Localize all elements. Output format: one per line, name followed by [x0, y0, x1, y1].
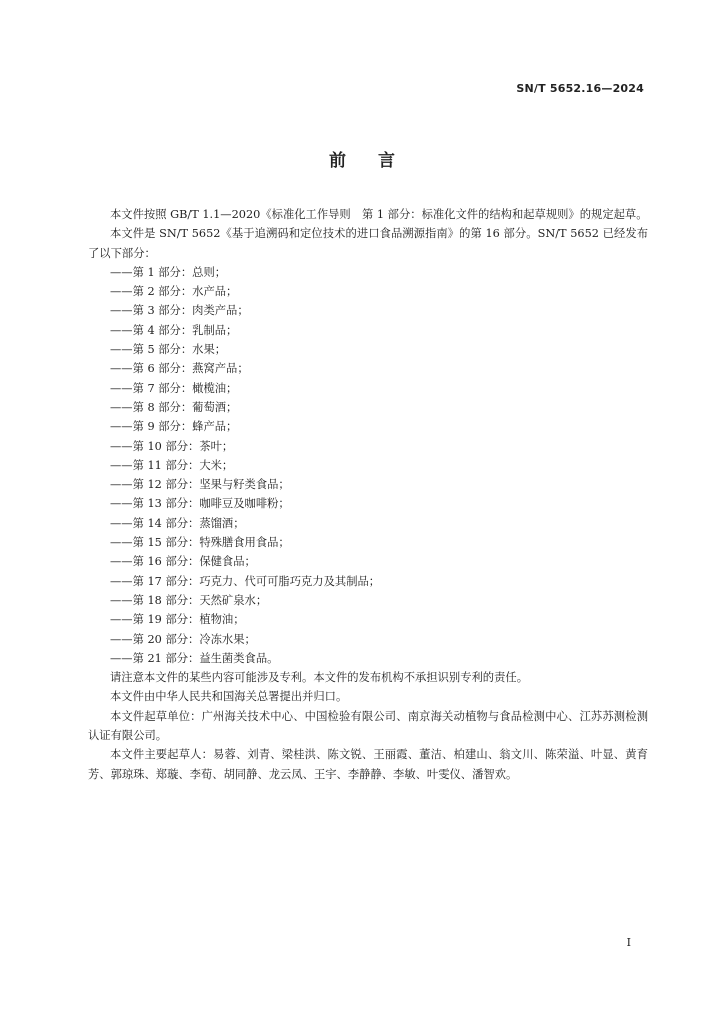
list-item: ——第 10 部分：茶叶； — [110, 439, 234, 453]
list-item: ——第 17 部分：巧克力、代可可脂巧克力及其制品； — [110, 574, 381, 588]
list-item: ——第 3 部分：肉类产品； — [110, 304, 249, 318]
paragraph-patent-notice: 请注意本文件的某些内容可能涉及专利。本文件的发布机构不承担识别专利的责任。 — [110, 671, 528, 685]
page-title: 前言 — [329, 151, 427, 171]
list-item: ——第 14 部分：蒸馏酒； — [110, 516, 245, 530]
paragraph-drafters: 本文件主要起草人：易蓉、刘青、梁桂洪、陈文锐、王丽霞、董洁、柏建山、翁文川、陈荣溢、叶显、黄育芳、郭琼珠、郑璇、李荀、胡同静、龙云凤、王宇、李静静、李敏、叶雯仪、潘智欢。 — [88, 748, 648, 781]
parts-list — [88, 263, 648, 668]
list-item: ——第 8 部分：葡萄酒； — [110, 400, 238, 414]
paragraph-proposer: 本文件由中华人民共和国海关总署提出并归口。 — [110, 690, 348, 704]
list-item: ——第 5 部分：水果； — [110, 343, 227, 357]
list-item: ——第 21 部分：益生菌类食品。 — [110, 651, 279, 665]
list-item: ——第 9 部分：蜂产品； — [110, 420, 238, 434]
list-item: ——第 13 部分：咖啡豆及咖啡粉； — [110, 497, 290, 511]
paragraph-drafting-units: 本文件起草单位：广州海关技术中心、中国检验有限公司、南京海关动植物与食品检测中心、江苏苏测检测认证有限公司。 — [88, 709, 648, 743]
document-code: SN/T 5652.16—2024 — [516, 82, 644, 95]
list-item: ——第 12 部分：坚果与籽类食品； — [110, 478, 290, 492]
list-item: ——第 7 部分：橄榄油； — [110, 381, 238, 395]
list-item: ——第 19 部分：植物油； — [110, 613, 245, 627]
list-item: ——第 6 部分：燕窝产品； — [110, 362, 249, 376]
list-item: ——第 20 部分：冷冻水果； — [110, 632, 256, 646]
list-item: ——第 15 部分：特殊膳食用食品； — [110, 536, 290, 550]
list-item: ——第 11 部分：大米； — [110, 458, 234, 472]
list-item: ——第 4 部分：乳制品； — [110, 323, 238, 337]
foreword-body — [88, 205, 648, 784]
list-item: ——第 18 部分：天然矿泉水； — [110, 593, 268, 607]
paragraph-drafting-rules: 本文件按照 GB/T 1.1—2020《标准化工作导则 第 1 部分：标准化文件的结构和起草规则》的规定起草。 — [110, 208, 648, 221]
page-number: I — [626, 936, 631, 949]
list-item: ——第 2 部分：水产品； — [110, 285, 238, 299]
list-item: ——第 1 部分：总则； — [110, 265, 227, 279]
paragraph-series-intro: 本文件是 SN/T 5652《基于追溯码和定位技术的进口食品溯源指南》的第 16 部分。SN/T 5652 已经发布了以下部分： — [88, 227, 648, 260]
list-item: ——第 16 部分：保健食品； — [110, 555, 256, 569]
